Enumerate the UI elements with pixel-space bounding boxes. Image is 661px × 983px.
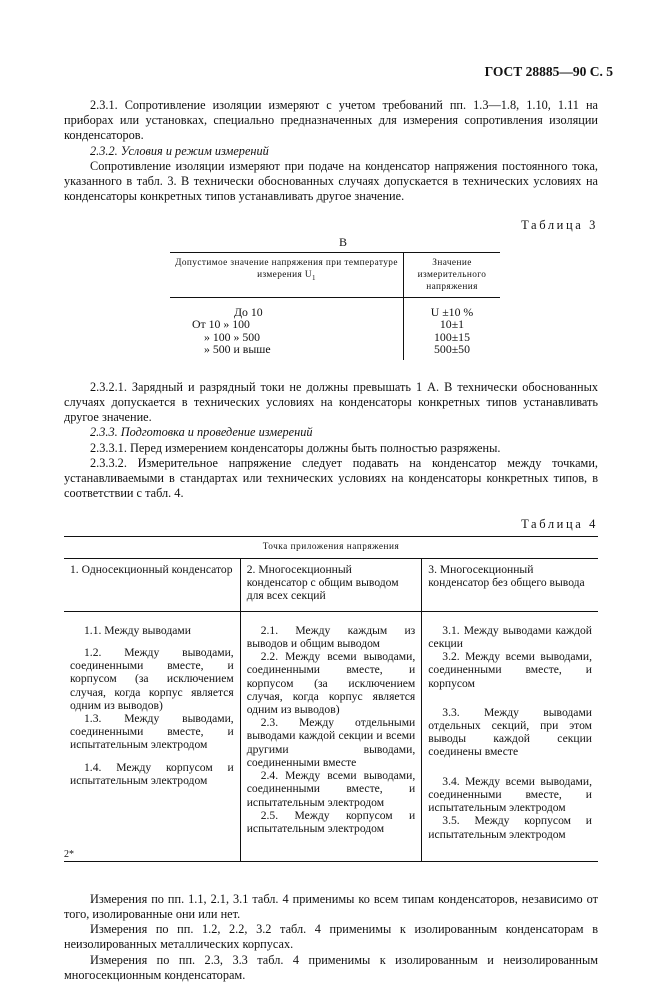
- document-body: [64, 98, 598, 983]
- table-4-col2-header: 2. Многосекционный конденсатор с общим выводом для всех секций: [240, 558, 422, 611]
- list-item: 2.4. Между всеми выводами, соединенными вместе, и испытательным электродом: [246, 769, 416, 809]
- paragraph-2-3-1: 2.3.1. Сопротивление изоляции измеряют с учетом требований пп. 1.3—1.8, 1.10, 1.11 на приборах или установках, специально предназначенных для измерения сопротивления изоляции конденсаторов.: [64, 98, 598, 143]
- table-4-col2-cell: [240, 611, 422, 861]
- table-4-col3-cell: [422, 611, 598, 861]
- list-item: 2.2. Между всеми выводами, соединенными вместе, и корпусом (за исключением случая, когда корпус является одним из выводов): [246, 650, 416, 717]
- list-item: 2.3. Между отдельными выводами каждой секции и всеми другими выводами, соединенными вместе: [246, 716, 416, 769]
- table-4: [64, 536, 598, 862]
- table-4-col1-cell: [64, 611, 240, 861]
- list-item: 3.2. Между всеми выводами, соединенными вместе, и корпусом: [428, 650, 592, 690]
- section-2-3-2-title: 2.3.2. Условия и режим измерений: [90, 143, 269, 158]
- paragraph-2-3-2: Сопротивление изоляции измеряют при подаче на конденсатор напряжения постоянного тока, указанного в табл. 3. В технически обоснованных случаях допускается в технических условиях на конденсаторы конкретных типов устанавливать другое значение.: [64, 158, 598, 204]
- table-4-col3-header: 3. Многосекционный конденсатор без общего вывода: [422, 558, 598, 611]
- section-2-3-3-title: 2.3.3. Подготовка и проведение измерений: [90, 425, 313, 440]
- table-3: [170, 252, 500, 360]
- table-row: » 500 и выше 500±50: [170, 343, 500, 360]
- table-3-caption: Таблица 3: [521, 218, 598, 233]
- list-item: 1.1. Между выводами: [84, 623, 191, 637]
- table-row: До 10 U ±10 %: [170, 297, 500, 318]
- paragraph-2-3-2-1: 2.3.2.1. Зарядный и разрядный токи не должны превышать 1 А. В технически обоснованных случаях допускается в технических условиях на конденсаторы конкретных типов устанавливать другое значение.: [64, 379, 598, 425]
- list-item: 3.4. Между всеми выводами, соединенными вместе, и испытательным электродом: [428, 774, 592, 815]
- list-item: 2.5. Между корпусом и испытательным электродом: [246, 808, 416, 835]
- table-row: » 100 » 500 100±15: [170, 331, 500, 344]
- table-3-col1-header: Допустимое значение напряжения при температуре измерения $U_1$: [170, 252, 404, 297]
- paragraph-2-3-3-1: 2.3.3.1. Перед измерением конденсаторы должны быть полностью разряжены.: [90, 440, 501, 455]
- list-item: 3.1. Между выводами каждой секции: [428, 623, 592, 651]
- list-item: 3.5. Между корпусом и испытательным электродом: [428, 814, 592, 841]
- list-item: 1.2. Между выводами, соединенными вместе, и корпусом (за исключением случая, когда корпус является одним из выводов): [70, 646, 234, 712]
- table-4-caption: Таблица 4: [521, 517, 598, 532]
- footer-mark: 2*: [64, 849, 74, 860]
- list-item: 1.4. Между корпусом и испытательным электродом: [70, 760, 234, 787]
- paragraph-2-3-3-2: 2.3.3.2. Измерительное напряжение следует подавать на конденсатор между точками, устанавливаемыми в стандартах или технических условиях на конденсаторы конкретных типов, в соответствии с табл. 4.: [64, 455, 598, 501]
- paragraph-measurements-1: Измерения по пп. 1.1, 2.1, 3.1 табл. 4 применимы ко всем типам конденсаторов, независимо от того, изолированные они или нет.: [64, 891, 598, 921]
- list-item: 1.3. Между выводами, соединенными вместе, и испытательным электродом: [70, 712, 234, 752]
- table-4-col1-header: 1. Односекционный конденсатор: [64, 558, 240, 611]
- table-3-unit: В: [338, 234, 347, 249]
- list-item: 2.1. Между каждым из выводов и общим выводом: [246, 623, 416, 651]
- list-item: 3.3. Между выводами отдельных секций, при этом выводы каждой секции соединены вместе: [428, 705, 592, 759]
- paragraph-measurements-3: Измерения по пп. 2.3, 3.3 табл. 4 применимы к изолированным и неизолированным многосекционным конденсаторам.: [64, 952, 598, 982]
- table-4-top-header: Точка приложения напряжения: [64, 536, 598, 558]
- table-3-col2-header: Значение измерительного напряжения: [417, 257, 487, 292]
- paragraph-measurements-2: Измерения по пп. 1.2, 2.2, 3.2 табл. 4 применимы к изолированным конденсаторам в неизолированных металлических корпусах.: [64, 922, 598, 952]
- table-row: От 10 » 100 10±1: [170, 318, 500, 331]
- page-header: ГОСТ 28885—90 С. 5: [484, 64, 613, 79]
